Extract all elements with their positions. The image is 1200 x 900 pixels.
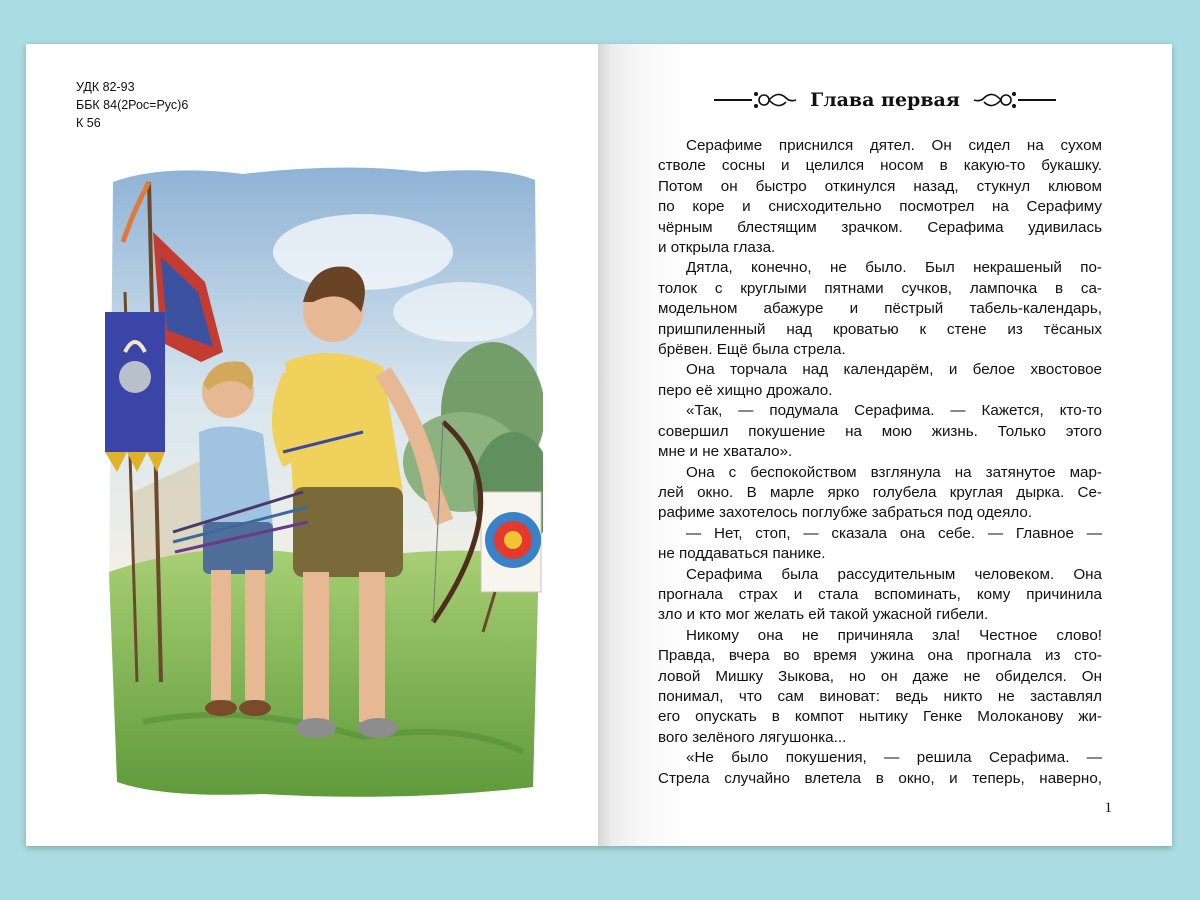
left-ornament-icon: [712, 88, 800, 112]
text-line: брёвен. Ещё была стрела.: [658, 341, 846, 359]
text-line: лей окно. В марле ярко голубела круглая дырка. Се-: [658, 483, 1102, 501]
text-line: Серафима была рассудительным человеком. Она: [686, 565, 1102, 583]
text-line: Она торчала над календарём, и белое хвостовое: [686, 361, 1102, 379]
text-line: толок с круглыми пятнами сучков, лампочка в са-: [658, 279, 1102, 297]
text-line: «Так, — подумала Серафима. — Кажется, кто-то: [686, 402, 1102, 420]
text-line: и открыла глаза.: [658, 239, 776, 257]
text-line: прогнала страх и стала вспоминать, кому причинила: [658, 585, 1102, 603]
author-mark: К 56: [76, 116, 101, 130]
text-line: стволе сосны и целился носом в какую-то букашку.: [658, 157, 1102, 175]
text-line: его опускать в компот нытику Генке Молоканову жи-: [658, 708, 1102, 726]
text-line: перо её хищно дрожало.: [658, 381, 833, 399]
text-line: не поддаваться панике.: [658, 545, 826, 563]
chapter-header: [598, 88, 1172, 112]
left-page: [26, 44, 598, 846]
bibliographic-codes: [76, 78, 188, 132]
text-line: ловой Мишку Зыкова, но он даже не обиделся. Он: [658, 667, 1102, 685]
text-line: мне и не хватало».: [658, 443, 793, 461]
text-line: вого зелёного лягушонка...: [658, 728, 847, 746]
chapter-body-text: [658, 136, 1102, 789]
text-line: «Не было покушения, — решила Серафима. —: [686, 749, 1102, 767]
chapter-title: Глава первая: [810, 89, 960, 111]
text-line: Никому она не причиняла зла! Честное слово!: [686, 626, 1102, 644]
text-line: — Нет, стоп, — сказала она себе. — Главное —: [686, 524, 1102, 542]
text-line: Она с беспокойством взглянула на затянутое мар-: [686, 463, 1102, 481]
text-line: Правда, вчера во время ужина она прогнала из сто-: [658, 647, 1102, 665]
text-line: совершил покушение на мою жизнь. Только этого: [658, 422, 1102, 440]
udk-code: УДК 82-93: [76, 80, 135, 94]
text-line: зло и кто мог желать ей такой ужасной гибели.: [658, 606, 989, 624]
right-ornament-icon: [970, 88, 1058, 112]
text-line: понимал, что сам виноват: ведь никто не заставлял: [658, 687, 1102, 705]
text-line: Стрела случайно влетела в окно, и теперь, наверно,: [658, 769, 1102, 787]
text-line: рафиме захотелось поглубже забраться под одеяло.: [658, 504, 1033, 522]
right-page: [598, 44, 1172, 846]
watercolor-illustration: [103, 162, 543, 802]
text-line: Дятла, конечно, не было. Был некрашеный по-: [686, 259, 1102, 277]
text-line: чёрным блестящим зрачком. Серафима удивилась: [658, 218, 1102, 236]
text-line: по коре и снисходительно посмотрел на Серафиму: [658, 198, 1102, 216]
text-line: пришпиленный над кроватью к стене из тёсаных: [658, 320, 1102, 338]
bbk-code: ББК 84(2Рос=Рус)6: [76, 98, 189, 112]
page-number: 1: [1104, 800, 1112, 816]
book-spread: [26, 44, 1172, 846]
text-line: Серафиме приснился дятел. Он сидел на сухом: [686, 137, 1102, 154]
text-line: модельном абажуре и пёстрый табель-календарь,: [658, 300, 1102, 318]
text-line: Потом он быстро откинулся назад, стукнул клювом: [658, 177, 1102, 195]
